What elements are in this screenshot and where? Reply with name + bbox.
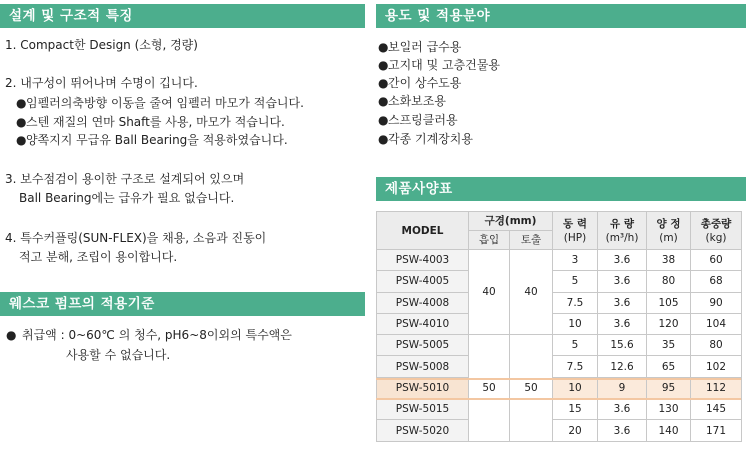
bullet-icon: ● xyxy=(378,113,389,127)
cell-head: 140 xyxy=(647,420,691,441)
cell-flow: 3.6 xyxy=(598,271,647,292)
cell-weight: 112 xyxy=(691,377,742,398)
cell-power: 7.5 xyxy=(553,356,598,377)
cell-power: 5 xyxy=(553,271,598,292)
design-line-4a: 4. 특수커플링(SUN-FLEX)을 채용, 소음과 진동이 xyxy=(5,231,267,245)
cell-weight: 60 xyxy=(691,250,742,271)
table-row xyxy=(377,335,742,356)
table-row-highlighted xyxy=(377,377,742,398)
bullet-icon: ● xyxy=(378,40,389,54)
bullet-icon: ● xyxy=(16,115,27,129)
cell-model: PSW-5005 xyxy=(377,335,469,356)
cell-model: PSW-4003 xyxy=(377,250,469,271)
cell-head: 65 xyxy=(647,356,691,377)
standard-line-2: 사용할 수 없습니다. xyxy=(66,348,171,362)
usage-item: ●보일러 급수용 xyxy=(378,40,462,54)
table-row xyxy=(377,399,742,420)
design-features-title: 설계 및 구조적 특징 xyxy=(0,4,365,28)
design-bullet-3: ●양쪽지지 무급유 Ball Bearing을 적용하였습니다. xyxy=(16,133,288,147)
cell-head: 120 xyxy=(647,313,691,334)
table-row xyxy=(377,250,742,271)
design-line-2: 2. 내구성이 뛰어나며 수명이 깁니다. xyxy=(5,76,198,90)
cell-discharge: 50 xyxy=(510,335,553,441)
cell-flow: 3.6 xyxy=(598,399,647,420)
bullet-icon: ● xyxy=(378,94,389,108)
cell-model: PSW-5015 xyxy=(377,399,469,420)
cell-power: 20 xyxy=(553,420,598,441)
design-line-4b: 적고 분해, 조립이 용이합니다. xyxy=(19,250,178,264)
cell-head: 35 xyxy=(647,335,691,356)
cell-discharge: 40 xyxy=(510,250,553,335)
design-line-1: 1. Compact한 Design (소형, 경량) xyxy=(5,38,198,52)
cell-power: 5 xyxy=(553,335,598,356)
bullet-icon: ● xyxy=(378,76,389,90)
bullet-icon: ● xyxy=(16,96,27,110)
table-row xyxy=(377,420,742,441)
cell-weight: 68 xyxy=(691,271,742,292)
cell-head: 105 xyxy=(647,292,691,313)
bullet-icon: ● xyxy=(378,132,389,146)
design-line-3a: 3. 보수점검이 용이한 구조로 설계되어 있으며 xyxy=(5,172,245,186)
application-standard-title: 웨스코 펌프의 적용기준 xyxy=(0,292,365,316)
cell-flow: 12.6 xyxy=(598,356,647,377)
cell-flow: 3.6 xyxy=(598,250,647,271)
table-row xyxy=(377,313,742,334)
cell-flow: 15.6 xyxy=(598,335,647,356)
cell-weight: 171 xyxy=(691,420,742,441)
header-discharge: 토출 xyxy=(510,231,553,250)
header-flow: 유 량 (m³/h) xyxy=(598,212,647,250)
cell-weight: 102 xyxy=(691,356,742,377)
header-model: MODEL xyxy=(377,212,469,250)
header-weight: 총중량 (kg) xyxy=(691,212,742,250)
spec-title: 제품사양표 xyxy=(376,177,746,201)
cell-head: 38 xyxy=(647,250,691,271)
design-bullet-2: ●스텐 재질의 연마 Shaft를 사용, 마모가 적습니다. xyxy=(16,115,285,129)
header-head: 양 정 (m) xyxy=(647,212,691,250)
usage-title: 용도 및 적용분야 xyxy=(376,4,746,28)
usage-item: ●각종 기계장치용 xyxy=(378,132,473,146)
usage-item: ●고지대 및 고층건물용 xyxy=(378,58,500,72)
cell-model: PSW-4005 xyxy=(377,271,469,292)
header-suction: 흡입 xyxy=(469,231,510,250)
bullet-icon: ● xyxy=(378,58,389,72)
cell-head: 80 xyxy=(647,271,691,292)
cell-suction: 40 xyxy=(469,250,510,335)
cell-weight: 104 xyxy=(691,313,742,334)
cell-power: 10 xyxy=(553,313,598,334)
table-row xyxy=(377,292,742,313)
usage-item: ●소화보조용 xyxy=(378,94,446,108)
table-row xyxy=(377,356,742,377)
cell-weight: 80 xyxy=(691,335,742,356)
cell-head: 95 xyxy=(647,377,691,398)
cell-flow: 3.6 xyxy=(598,420,647,441)
usage-item: ●간이 상수도용 xyxy=(378,76,462,90)
cell-flow: 3.6 xyxy=(598,313,647,334)
cell-head: 130 xyxy=(647,399,691,420)
usage-item: ●스프링클러용 xyxy=(378,113,458,127)
spec-table xyxy=(376,211,742,442)
design-line-3b: Ball Bearing에는 급유가 필요 없습니다. xyxy=(19,191,235,205)
cell-flow: 3.6 xyxy=(598,292,647,313)
cell-model: PSW-4010 xyxy=(377,313,469,334)
design-bullet-1: ●임펠러의축방향 이동을 줄여 임펠러 마모가 적습니다. xyxy=(16,96,304,110)
cell-power: 7.5 xyxy=(553,292,598,313)
cell-model: PSW-4008 xyxy=(377,292,469,313)
cell-weight: 90 xyxy=(691,292,742,313)
cell-power: 3 xyxy=(553,250,598,271)
header-bore: 구경(mm) xyxy=(469,212,553,231)
cell-model: PSW-5008 xyxy=(377,356,469,377)
cell-power: 15 xyxy=(553,399,598,420)
table-row xyxy=(377,271,742,292)
cell-model: PSW-5020 xyxy=(377,420,469,441)
header-power: 동 력 (HP) xyxy=(553,212,598,250)
standard-line-1: ● 취급액 : 0~60℃ 의 청수, pH6~8이외의 특수액은 xyxy=(6,328,292,342)
cell-weight: 145 xyxy=(691,399,742,420)
cell-power: 10 xyxy=(553,377,598,398)
bullet-icon: ● xyxy=(6,328,17,342)
cell-suction: 50 xyxy=(469,335,510,441)
bullet-icon: ● xyxy=(16,133,27,147)
cell-flow: 9 xyxy=(598,377,647,398)
cell-model: PSW-5010 xyxy=(377,377,469,398)
